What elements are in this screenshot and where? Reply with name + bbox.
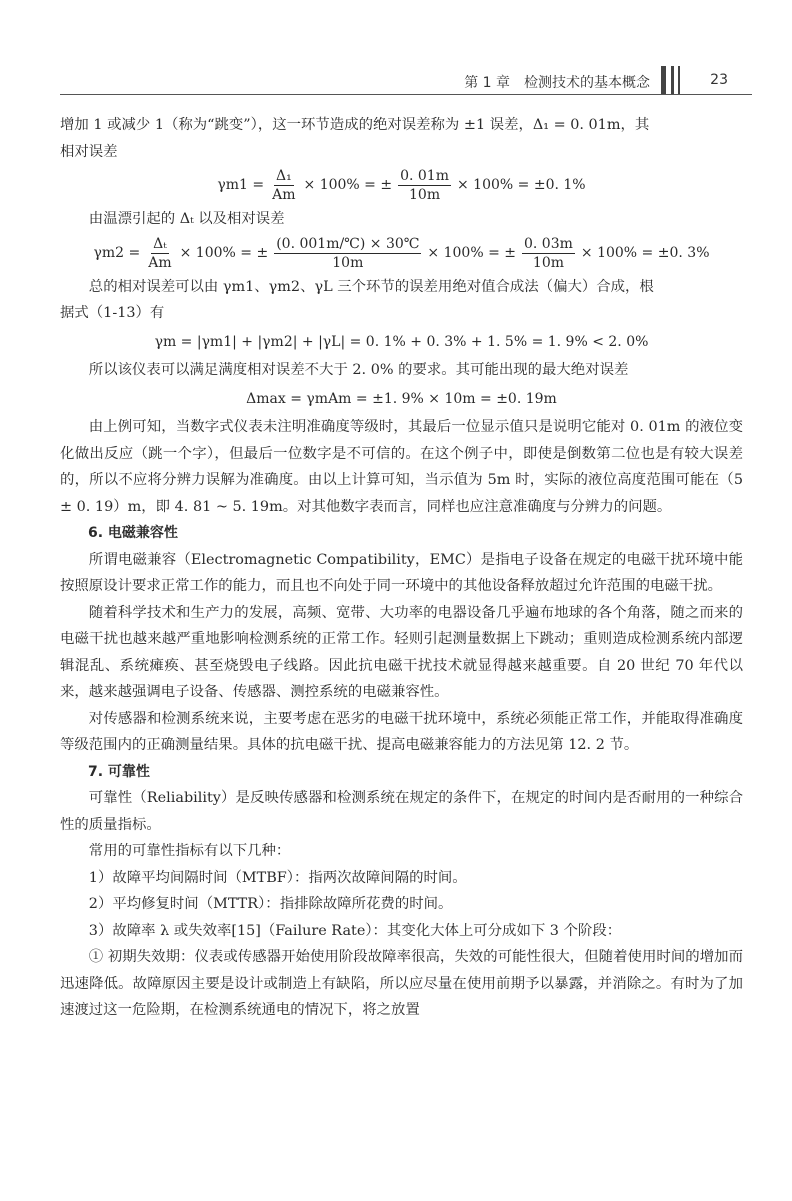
fraction [398, 167, 451, 204]
paragraph: 据式（1-13）有 [60, 305, 165, 321]
paragraph: 常用的可靠性指标有以下几种： [88, 843, 291, 859]
equation-gamma-m2 [60, 235, 743, 272]
list-item: 3）故障率 λ 或失效率[15]（Failure Rate）：其变化大体上可分成如下 3 个阶段： [88, 922, 622, 939]
page-number: 23 [710, 72, 728, 88]
paragraph: 所谓电磁兼容（Electromagnetic Compatibility，EMC）是指电子设备在规定的电磁干扰环境中能按照原设计要求正常工作的能力，而且也不向处于同一环境中的其他设备释放超过允许范围的电磁干扰。 [60, 551, 743, 594]
denominator: 10m [332, 254, 364, 271]
paragraph: 由上例可知，当数字式仪表未注明准确度等级时，其最后一位显示值只是说明它能对 0. 01m 的液位变化做出反应（跳一个字），但最后一位数字是不可信的。在这个例子中，即使是倒数第二位也是有较大误差的，所以不应将分辨力误解为准确度。由以上计算可知，当示值为 5m 时，实际的液位高度范围可能在（5 ± 0. 19）m，即 4. 81 ~ 5. 19m。对其他数字表而言，同样也应注意准确度与分辨力的问题。 [60, 419, 743, 515]
paragraph: 所以该仪表可以满足满度相对误差不大于 2. 0% 的要求。其可能出现的最大绝对误差 [88, 362, 629, 378]
list-item: 2）平均修复时间（MTTR）：指排除故障所花费的时间。 [88, 896, 453, 912]
chapter-title: 第 1 章 检测技术的基本概念 [464, 75, 650, 91]
page-body [60, 112, 743, 1024]
header-decoration-bar [678, 66, 680, 94]
section-heading: 6. 电磁兼容性 [88, 525, 178, 541]
header-decoration-bar [661, 66, 666, 94]
equation-term: × 100% = ± [427, 244, 516, 261]
paragraph: 增加 1 或减少 1（称为“跳变”），这一环节造成的绝对误差称为 ±1 误差，Δ₁ = 0. 01m，其 [60, 117, 650, 133]
fraction [270, 167, 297, 204]
denominator: 10m [409, 187, 441, 203]
paragraph: 总的相对误差可以由 γm1、γm2、γL 三个环节的误差用绝对值合成法（偏大）合成，根 [88, 278, 654, 295]
denominator: Am [148, 254, 172, 271]
paragraph: 可靠性（Reliability）是反映传感器和检测系统在规定的条件下，在规定的时间内是否耐用的一种综合性的质量指标。 [60, 790, 743, 833]
section-heading: 7. 可靠性 [88, 763, 150, 780]
list-item: 1）故障平均间隔时间（MTBF）：指两次故障间隔的时间。 [88, 869, 467, 886]
paragraph: 相对误差 [60, 143, 118, 160]
numerator: Δ₁ [275, 168, 292, 184]
header-rule [60, 94, 752, 95]
running-header [60, 66, 752, 96]
paragraph: 随着科学技术和生产力的发展，高频、宽带、大功率的电器设备几乎遍布地球的各个角落，随之而来的电磁干扰也越来越严重地影响检测系统的正常工作。轻则引起测量数据上下跳动；重则造成检测系统内部逻辑混乱、系统瘫痪、甚至烧毁电子线路。因此抗电磁干扰技术就显得越来越重要。自 20 世纪 70 年代以来，越来越强调电子设备、传感器、测控系统的电磁兼容性。 [60, 604, 743, 700]
numerator: 0. 01m [400, 168, 449, 184]
equation-term: × 100% = ±0. 3% [580, 244, 710, 261]
paragraph: 对传感器和检测系统来说，主要考虑在恶劣的电磁干扰环境中，系统必须能正常工作，并能取得准确度等级范围内的正确测量结果。具体的抗电磁干扰、提高电磁兼容能力的方法见第 12. 2 节。 [60, 710, 743, 753]
header-decoration-bar [671, 66, 674, 94]
fraction [146, 235, 173, 272]
equation-gamma-m: γm = |γm1| + |γm2| + |γL| = 0. 1% + 0. 3% + 1. 5% = 1. 9% < 2. 0% [154, 333, 649, 350]
equation-term: × 100% = ± [179, 244, 269, 261]
paragraph: ① 初期失效期：仪表或传感器开始使用阶段故障率很高，失效的可能性很大，但随着使用时间的增加而迅速降低。故障原因主要是设计或制造上有缺陷，所以应尽量在使用前期予以暴露，并消除之。有时为了加速渡过这一危险期，在检测系统通电的情况下，将之放置 [60, 949, 743, 1018]
equation-term: × 100% = ±0. 1% [457, 177, 586, 194]
denominator: Am [272, 187, 296, 203]
equation-gamma-m1 [60, 167, 743, 204]
numerator: Δₜ [153, 235, 167, 252]
numerator: (0. 001m/℃) × 30℃ [276, 235, 420, 252]
fraction [274, 235, 421, 272]
equation-term: × 100% = ± [303, 177, 393, 194]
equation-term: γm2 = [93, 244, 141, 261]
denominator: 10m [532, 254, 564, 271]
equation-delta-max: Δmax = γmAm = ±1. 9% × 10m = ±0. 19m [246, 390, 557, 407]
numerator: 0. 03m [524, 235, 573, 252]
paragraph: 由温漂引起的 Δₜ 以及相对误差 [88, 211, 285, 227]
fraction [522, 235, 575, 272]
equation-term: γm1 = [217, 177, 265, 194]
